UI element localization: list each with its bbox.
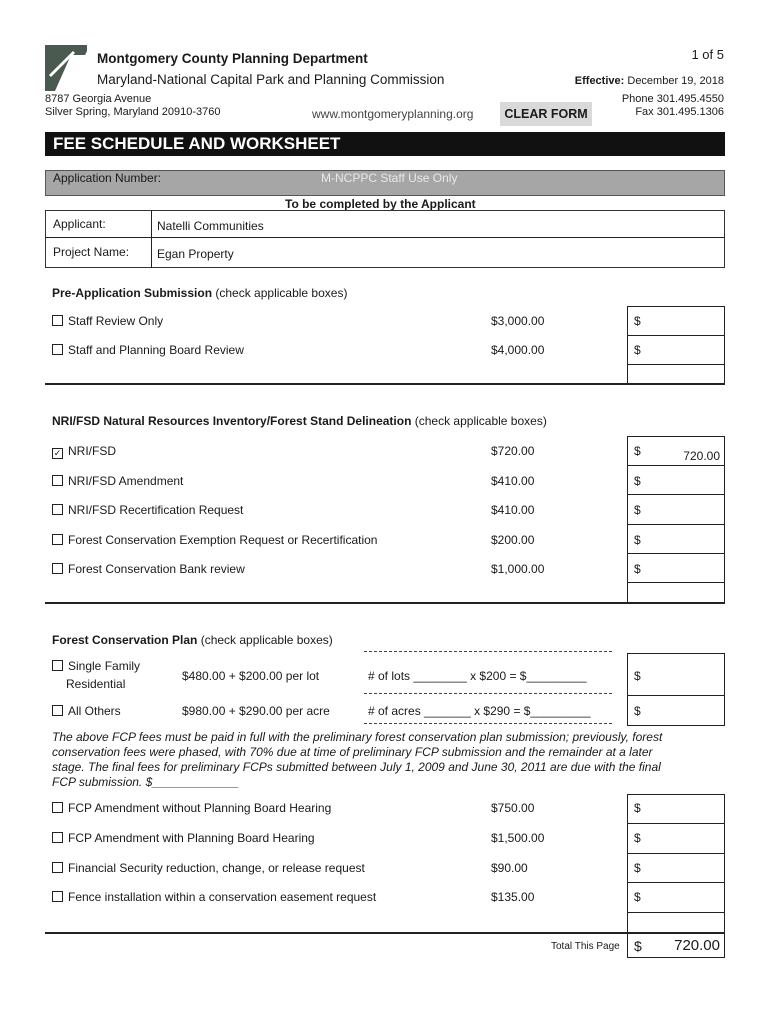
nri-fee: $1,000.00	[491, 562, 545, 576]
checkbox[interactable]	[52, 660, 63, 671]
fcp-others-calc[interactable]: # of acres _______ x $290 = $_________	[368, 704, 591, 718]
nri-item[interactable]	[52, 474, 183, 488]
preapp-fee-planning-board: $4,000.00	[491, 343, 545, 357]
applicant-table	[45, 210, 725, 268]
effective-date	[575, 75, 724, 87]
fcp-heading	[52, 633, 333, 647]
nri-item[interactable]	[52, 444, 116, 459]
fax-number: Fax 301.495.1306	[635, 106, 724, 118]
fcp-single-calc[interactable]: # of lots ________ x $200 = $_________	[368, 669, 587, 683]
applicant-label: Applicant:	[53, 217, 106, 231]
address-line1: 8787 Georgia Avenue	[45, 93, 152, 105]
dollar-sign: $	[634, 704, 641, 718]
checkbox[interactable]	[52, 344, 63, 355]
item-label: FCP Amendment without Planning Board Hearing	[68, 801, 332, 815]
preapp-note: (check applicable boxes)	[212, 286, 348, 300]
address-line2: Silver Spring, Maryland 20910-3760	[45, 106, 221, 118]
section-divider	[45, 602, 725, 604]
website-link[interactable]: www.montgomeryplanning.org	[312, 107, 474, 121]
dollar-sign: $	[634, 861, 641, 875]
item-label: NRI/FSD Amendment	[68, 474, 184, 488]
section-divider	[45, 932, 725, 934]
effective-value: December 19, 2018	[627, 75, 724, 87]
fcp-note-line: stage. The final fees for preliminary FCPs submitted between July 1, 2009 and June 30, 2011 are due with the final	[52, 760, 661, 774]
fcp-item[interactable]	[52, 890, 376, 904]
applicant-note: To be completed by the Applicant	[285, 197, 476, 211]
fcp-fee: $135.00	[491, 890, 535, 904]
checkbox[interactable]	[52, 315, 63, 326]
checkbox[interactable]	[52, 802, 63, 813]
clear-form-button[interactable]: CLEAR FORM	[500, 102, 592, 126]
preapp-item-planning-board[interactable]	[52, 343, 244, 357]
checkbox[interactable]	[52, 534, 63, 545]
dollar-sign: $	[634, 938, 642, 954]
effective-label: Effective:	[574, 75, 625, 87]
fcp-note-line: conservation fees were phased, with 70% due at time of preliminary FCP submission and the remainder at a later	[52, 745, 653, 759]
nri-item[interactable]	[52, 503, 243, 517]
checkbox[interactable]: ✓	[53, 448, 62, 458]
project-name-label: Project Name:	[53, 245, 130, 259]
checkbox[interactable]	[52, 475, 63, 486]
fcp-fee: $750.00	[491, 801, 535, 815]
item-label: Staff and Planning Board Review	[68, 343, 244, 357]
checkbox[interactable]	[52, 563, 63, 574]
total-label: Total This Page	[551, 941, 620, 952]
nri-title: NRI/FSD Natural Resources Inventory/Forest Stand Delineation	[52, 414, 412, 428]
dollar-sign: $	[634, 343, 641, 357]
fcp-all-others[interactable]	[52, 704, 121, 718]
nri-item[interactable]	[52, 562, 245, 576]
department-logo	[45, 45, 87, 91]
item-label: Financial Security reduction, change, or release request	[68, 861, 365, 875]
checkbox[interactable]	[52, 832, 63, 843]
item-label: FCP Amendment with Planning Board Hearing	[68, 831, 315, 845]
checkbox[interactable]	[52, 705, 63, 716]
fcp-item[interactable]	[52, 861, 365, 875]
nri-item[interactable]	[52, 533, 377, 547]
nri-note: (check applicable boxes)	[411, 414, 547, 428]
commission-name: Maryland-National Capital Park and Planning Commission	[97, 72, 445, 87]
department-name: Montgomery County Planning Department	[97, 51, 368, 66]
fcp-note: (check applicable boxes)	[197, 633, 333, 647]
item-label: NRI/FSD	[68, 444, 116, 458]
preapp-title: Pre-Application Submission	[52, 286, 213, 300]
item-label: All Others	[68, 704, 121, 718]
page-number: 1 of 5	[691, 47, 724, 62]
item-label: NRI/FSD Recertification Request	[68, 503, 244, 517]
nri-fee: $720.00	[491, 444, 535, 458]
nri-fee: $410.00	[491, 474, 535, 488]
section-divider	[45, 383, 725, 385]
item-label: Single Family	[68, 659, 141, 673]
item-label: Forest Conservation Exemption Request or Recertification	[68, 533, 378, 547]
fcp-title: Forest Conservation Plan	[52, 633, 198, 647]
nri-fee: $410.00	[491, 503, 535, 517]
fcp-note-line: FCP submission. $_____________	[52, 775, 240, 789]
fcp-fee: $1,500.00	[491, 831, 545, 845]
application-number-label: Application Number:	[53, 171, 162, 185]
preapp-item-staff-review[interactable]	[52, 314, 163, 328]
preapp-fee-staff-review: $3,000.00	[491, 314, 545, 328]
form-title: FEE SCHEDULE AND WORKSHEET	[45, 132, 725, 156]
dollar-sign: $	[634, 831, 641, 845]
dollar-sign: $	[634, 314, 641, 328]
item-label: Fence installation within a conservation easement request	[68, 890, 377, 904]
item-label: Forest Conservation Bank review	[68, 562, 245, 576]
dollar-sign: $	[634, 801, 641, 815]
dollar-sign: $	[634, 444, 641, 458]
checkbox[interactable]	[52, 862, 63, 873]
nri-amount-field[interactable]: 720.00	[683, 449, 720, 463]
fcp-single-fee: $480.00 + $200.00 per lot	[182, 669, 320, 683]
dollar-sign: $	[634, 503, 641, 517]
total-amount: 720.00	[674, 937, 720, 954]
preapp-heading	[52, 286, 347, 300]
dollar-sign: $	[634, 562, 641, 576]
fcp-item[interactable]	[52, 801, 331, 815]
item-label: Staff Review Only	[68, 314, 164, 328]
phone-number: Phone 301.495.4550	[621, 93, 724, 105]
dollar-sign: $	[634, 669, 641, 683]
fcp-note-line: The above FCP fees must be paid in full with the preliminary forest conservation plan submission; previously, forest	[52, 730, 663, 744]
checkbox[interactable]	[52, 891, 63, 902]
fcp-single-family-line2: Residential	[66, 677, 126, 691]
checkbox[interactable]	[52, 504, 63, 515]
dollar-sign: $	[634, 533, 641, 547]
fcp-others-fee: $980.00 + $290.00 per acre	[182, 704, 330, 718]
staff-use-label: M-NCPPC Staff Use Only	[321, 171, 458, 185]
dollar-sign: $	[634, 474, 641, 488]
applicant-field[interactable]: Natelli Communities	[157, 219, 264, 233]
nri-fee: $200.00	[491, 533, 535, 547]
dollar-sign: $	[634, 890, 641, 904]
fcp-single-family[interactable]	[52, 659, 140, 673]
project-name-field[interactable]: Egan Property	[157, 247, 234, 261]
fcp-item[interactable]	[52, 831, 315, 845]
nri-heading	[52, 414, 547, 428]
fcp-fee: $90.00	[491, 861, 528, 875]
